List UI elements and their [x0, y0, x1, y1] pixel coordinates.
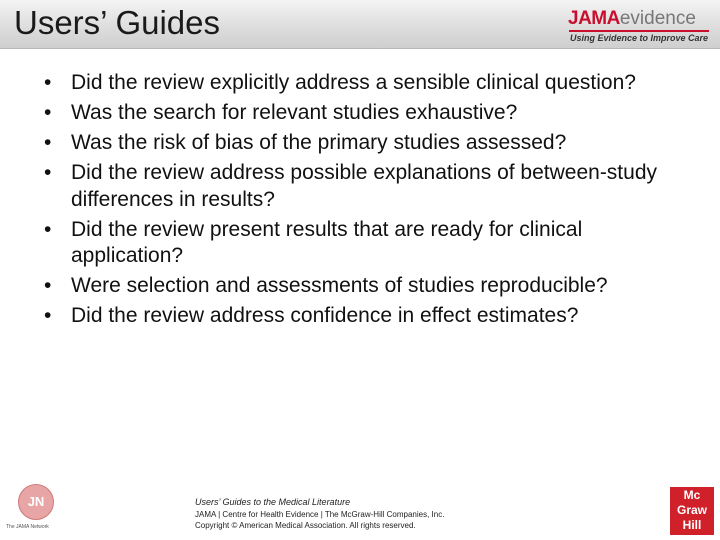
bullet-text: Was the search for relevant studies exhaustive?	[71, 101, 518, 124]
bullet-item	[44, 217, 694, 270]
brand-underline	[569, 30, 709, 32]
jama-network-logo	[6, 484, 70, 536]
brand-jama-text: JAMA	[568, 8, 620, 29]
brand-evidence-text: evidence	[619, 8, 696, 29]
jn-monogram: JN	[18, 484, 54, 520]
brand-wordmark	[568, 9, 696, 29]
bullet-symbol: •	[44, 131, 52, 154]
bullet-item	[44, 273, 694, 300]
bullet-text: Did the review address possible explanations of between-study differences in results?	[71, 161, 658, 211]
bullet-symbol: •	[44, 101, 52, 124]
footer-credits	[195, 497, 635, 532]
bullet-symbol: •	[44, 161, 52, 184]
bullet-text: Did the review present results that are ready for clinical application?	[71, 217, 583, 267]
credits-line: JAMA | Centre for Health Evidence | The McGraw-Hill Companies, Inc.	[195, 509, 445, 519]
bullet-text: Was the risk of bias of the primary studies assessed?	[71, 131, 567, 154]
bullet-item	[44, 100, 694, 127]
bullet-item	[44, 303, 694, 330]
bullet-symbol: •	[44, 304, 52, 327]
slide-header	[0, 0, 720, 49]
bullet-item	[44, 70, 694, 97]
bullet-symbol: •	[44, 217, 52, 241]
bullet-text: Did the review address confidence in effect estimates?	[71, 304, 579, 327]
mcgraw-hill-line: Mc	[683, 488, 701, 502]
bullet-text: Did the review explicitly address a sensible clinical question?	[71, 71, 636, 94]
jama-network-caption: The JAMA Network	[6, 524, 49, 530]
mcgraw-hill-line: Graw	[676, 503, 707, 517]
bullet-item	[44, 130, 694, 157]
reference-title: Users’ Guides to the Medical Literature	[195, 497, 351, 507]
brand-tagline: Using Evidence to Improve Care	[570, 33, 709, 43]
bullet-list	[44, 70, 694, 333]
bullet-symbol: •	[44, 71, 52, 94]
copyright-line: Copyright © American Medical Association. All rights reserved.	[195, 521, 416, 530]
bullet-item	[44, 160, 694, 213]
jama-evidence-logo	[568, 9, 714, 45]
slide-title: Users’ Guides	[14, 4, 221, 41]
mcgraw-hill-logo	[670, 487, 714, 535]
bullet-text: Were selection and assessments of studies reproducible?	[71, 274, 608, 297]
mcgraw-hill-line: Hill	[682, 518, 702, 532]
bullet-symbol: •	[44, 274, 52, 297]
